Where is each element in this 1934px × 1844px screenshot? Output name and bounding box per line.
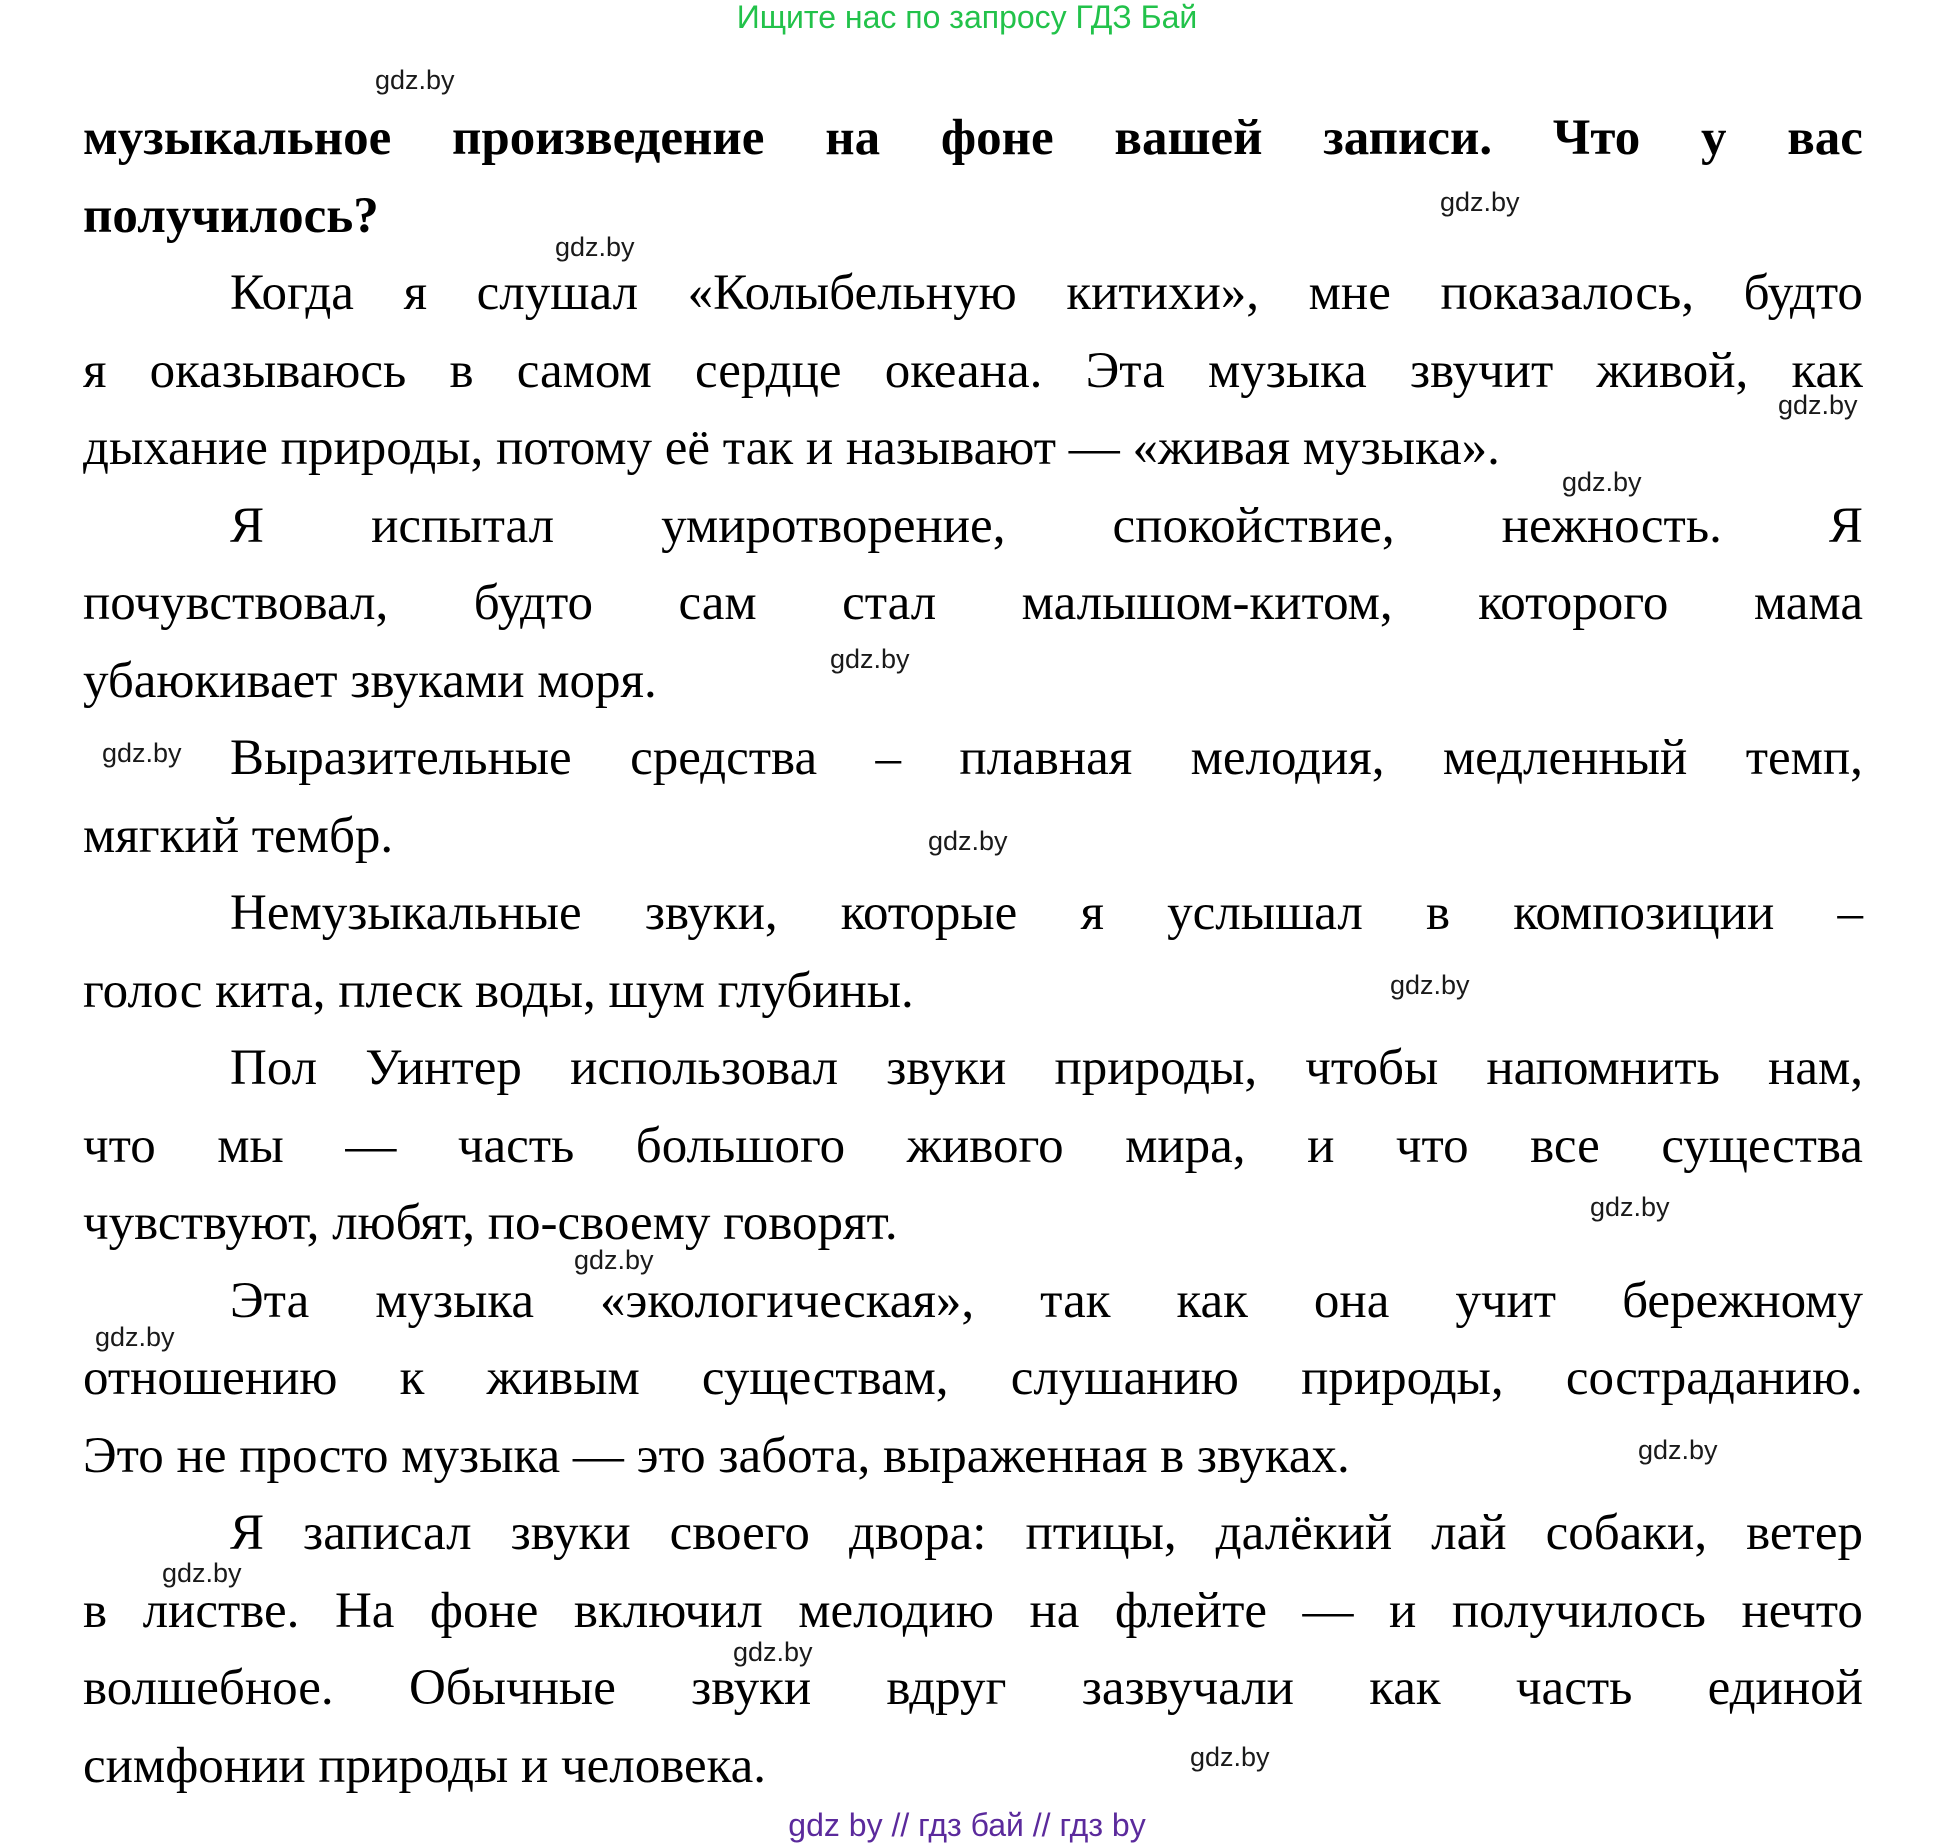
word: листве. — [142, 1582, 300, 1639]
word: звучит — [1410, 342, 1554, 399]
word: мама — [1753, 575, 1863, 631]
paragraph-5-line-3: чувствуют, любят, по-своему говорят. — [83, 1195, 898, 1251]
word: в — [449, 342, 474, 399]
watermark: gdz.by — [102, 738, 182, 768]
word: природы, — [1301, 1350, 1504, 1406]
word: плавная — [959, 730, 1133, 786]
word: которого — [1478, 575, 1669, 631]
word: как — [1791, 342, 1863, 399]
paragraph-6-line-3: Это не просто музыка — это забота, выраженная в звуках. — [83, 1427, 1350, 1484]
paragraph-5-line-1 — [83, 1030, 1863, 1108]
word: часть — [1515, 1660, 1633, 1716]
word: испытал — [371, 497, 555, 554]
paragraph-3-line-2: мягкий тембр. — [83, 807, 394, 864]
watermark: gdz.by — [1440, 187, 1520, 217]
word: большого — [635, 1117, 846, 1174]
word: оказываюсь — [149, 342, 407, 399]
paragraph-6-line-2 — [83, 1340, 1863, 1418]
word: — — [1302, 1582, 1354, 1639]
watermark: gdz.by — [1778, 390, 1858, 420]
word: нежность. — [1501, 497, 1722, 554]
word: звуки — [886, 1040, 1007, 1096]
word: будто — [473, 575, 594, 631]
word: записал — [303, 1505, 472, 1561]
word: природы, — [1054, 1040, 1258, 1096]
word: живой, — [1596, 342, 1749, 399]
watermark: gdz.by — [574, 1245, 654, 1275]
word: на — [1029, 1582, 1080, 1639]
word: как — [1369, 1660, 1441, 1716]
word: Что — [1552, 110, 1641, 166]
word: Я — [230, 1505, 265, 1561]
word: живого — [906, 1117, 1064, 1174]
top-banner: Ищите нас по запросу ГДЗ Бай — [736, 0, 1198, 35]
paragraph-4-line-1 — [83, 875, 1863, 953]
word: мира, — [1125, 1117, 1246, 1174]
paragraph-4-line-2: голос кита, плеск воды, шум глубины. — [83, 962, 914, 1019]
word: — — [345, 1117, 397, 1174]
word: вдруг — [886, 1660, 1007, 1716]
word: в — [1425, 885, 1451, 941]
question-line-2: получилось? — [83, 187, 379, 244]
word: волшебное. — [83, 1660, 334, 1716]
word: «Колыбельную — [687, 265, 1017, 321]
word: спокойствие, — [1112, 497, 1395, 554]
word: На — [334, 1582, 395, 1639]
word: вашей — [1114, 110, 1263, 166]
watermark: gdz.by — [733, 1637, 813, 1667]
word: стал — [842, 575, 937, 631]
word: – — [1837, 885, 1863, 941]
word: далёкий — [1215, 1505, 1393, 1561]
paragraph-1-line-3: дыхание природы, потому её так и называют — «живая музыка». — [83, 420, 1500, 476]
word: к — [399, 1350, 425, 1406]
word: сердце — [694, 342, 842, 399]
word: единой — [1707, 1660, 1863, 1716]
paragraph-2-line-3: убаюкивает звуками моря. — [83, 652, 657, 709]
paragraph-7-line-1 — [83, 1495, 1863, 1573]
word: Когда — [230, 265, 354, 321]
word: птицы, — [1025, 1505, 1177, 1561]
word: двора: — [848, 1505, 987, 1561]
word: показалось, — [1440, 265, 1694, 321]
word: малышом-китом, — [1021, 575, 1393, 631]
word: учит — [1455, 1272, 1557, 1329]
paragraph-7-line-4: симфонии природы и человека. — [83, 1737, 767, 1794]
word: слушанию — [1010, 1350, 1239, 1406]
word: живым — [486, 1350, 640, 1406]
watermark: gdz.by — [555, 232, 635, 262]
word: медленный — [1442, 730, 1688, 786]
document-body — [83, 100, 1863, 1805]
paragraph-6-line-1 — [83, 1263, 1863, 1341]
word: слушал — [476, 265, 639, 321]
word: существа — [1661, 1117, 1863, 1174]
word: так — [1040, 1272, 1111, 1329]
word: использовал — [570, 1040, 839, 1096]
word: музыкальное — [83, 110, 392, 166]
word: и — [1389, 1582, 1417, 1639]
watermark: gdz.by — [830, 644, 910, 674]
word: она — [1313, 1272, 1390, 1329]
word: океана. — [884, 342, 1043, 399]
word: Эта — [230, 1272, 310, 1329]
word: будто — [1743, 265, 1863, 321]
paragraph-2-line-1 — [83, 488, 1863, 566]
word: в — [83, 1582, 108, 1639]
word: и — [1307, 1117, 1335, 1174]
word: я — [83, 342, 107, 399]
watermark: gdz.by — [928, 826, 1008, 856]
word: – — [875, 730, 901, 786]
word: умиротворение, — [661, 497, 1006, 554]
word: услышал — [1167, 885, 1363, 941]
paragraph-1-line-1 — [83, 255, 1863, 333]
word: все — [1530, 1117, 1600, 1174]
word: мне — [1308, 265, 1391, 321]
word: собаки, — [1545, 1505, 1708, 1561]
watermark: gdz.by — [162, 1558, 242, 1588]
watermark: gdz.by — [95, 1322, 175, 1352]
word: звуки — [691, 1660, 812, 1716]
watermark: gdz.by — [1390, 970, 1470, 1000]
word: Выразительные — [230, 730, 572, 786]
question-line-1 — [83, 100, 1863, 178]
paragraph-3-line-1 — [83, 720, 1863, 798]
word: сам — [678, 575, 757, 631]
word: музыка — [375, 1272, 535, 1329]
watermark: gdz.by — [1638, 1435, 1718, 1465]
word: бережному — [1622, 1272, 1863, 1329]
word: средства — [630, 730, 818, 786]
word: фоне — [940, 110, 1054, 166]
word: лай — [1431, 1505, 1507, 1561]
word: Я — [1828, 497, 1863, 554]
word: самом — [516, 342, 652, 399]
word: музыка — [1207, 342, 1367, 399]
word: на — [825, 110, 881, 166]
watermark: gdz.by — [1590, 1192, 1670, 1222]
word: почувствовал, — [83, 575, 389, 631]
word: темп, — [1745, 730, 1863, 786]
word: фоне — [429, 1582, 539, 1639]
word: вас — [1787, 110, 1863, 166]
word: у — [1700, 110, 1727, 166]
word: напомнить — [1486, 1040, 1720, 1096]
watermark: gdz.by — [1562, 467, 1642, 497]
word: мы — [217, 1117, 284, 1174]
word: записи. — [1323, 110, 1493, 166]
word: включил — [573, 1582, 763, 1639]
word: что — [83, 1117, 156, 1174]
word: чтобы — [1305, 1040, 1439, 1096]
paragraph-7-line-2 — [83, 1573, 1863, 1651]
word: которые — [840, 885, 1018, 941]
word: существам, — [701, 1350, 949, 1406]
word: звуки — [510, 1505, 631, 1561]
word: Уинтер — [365, 1040, 522, 1096]
word: произведение — [451, 110, 765, 166]
watermark: gdz.by — [375, 65, 455, 95]
word: Я — [230, 497, 265, 554]
word: мелодию — [798, 1582, 994, 1639]
word: нам, — [1768, 1040, 1863, 1096]
word: я — [1080, 885, 1104, 941]
watermark: gdz.by — [1190, 1742, 1270, 1772]
word: Обычные — [408, 1660, 616, 1716]
word: мелодия, — [1190, 730, 1385, 786]
word: получилось — [1451, 1582, 1706, 1639]
word: зазвучали — [1081, 1660, 1294, 1716]
word: композиции — [1513, 885, 1775, 941]
paragraph-1-line-2 — [83, 333, 1863, 411]
word: звуки, — [644, 885, 778, 941]
word: «экологическая», — [600, 1272, 975, 1329]
word: часть — [457, 1117, 575, 1174]
word: Немузыкальные — [230, 885, 582, 941]
word: китихи», — [1066, 265, 1260, 321]
word: я — [403, 265, 428, 321]
word: как — [1176, 1272, 1248, 1329]
word: отношению — [83, 1350, 338, 1406]
paragraph-2-line-2 — [83, 565, 1863, 643]
word: что — [1395, 1117, 1469, 1174]
footer-links: gdz by // гдз бай // гдз by — [788, 1807, 1146, 1843]
word: флейте — [1114, 1582, 1268, 1639]
paragraph-5-line-2 — [83, 1108, 1863, 1186]
word: состраданию. — [1565, 1350, 1863, 1406]
word: Эта — [1085, 342, 1165, 399]
paragraph-7-line-3 — [83, 1650, 1863, 1728]
word: ветер — [1746, 1505, 1863, 1561]
word: нечто — [1741, 1582, 1863, 1639]
word: своего — [669, 1505, 810, 1561]
word: Пол — [230, 1040, 318, 1096]
